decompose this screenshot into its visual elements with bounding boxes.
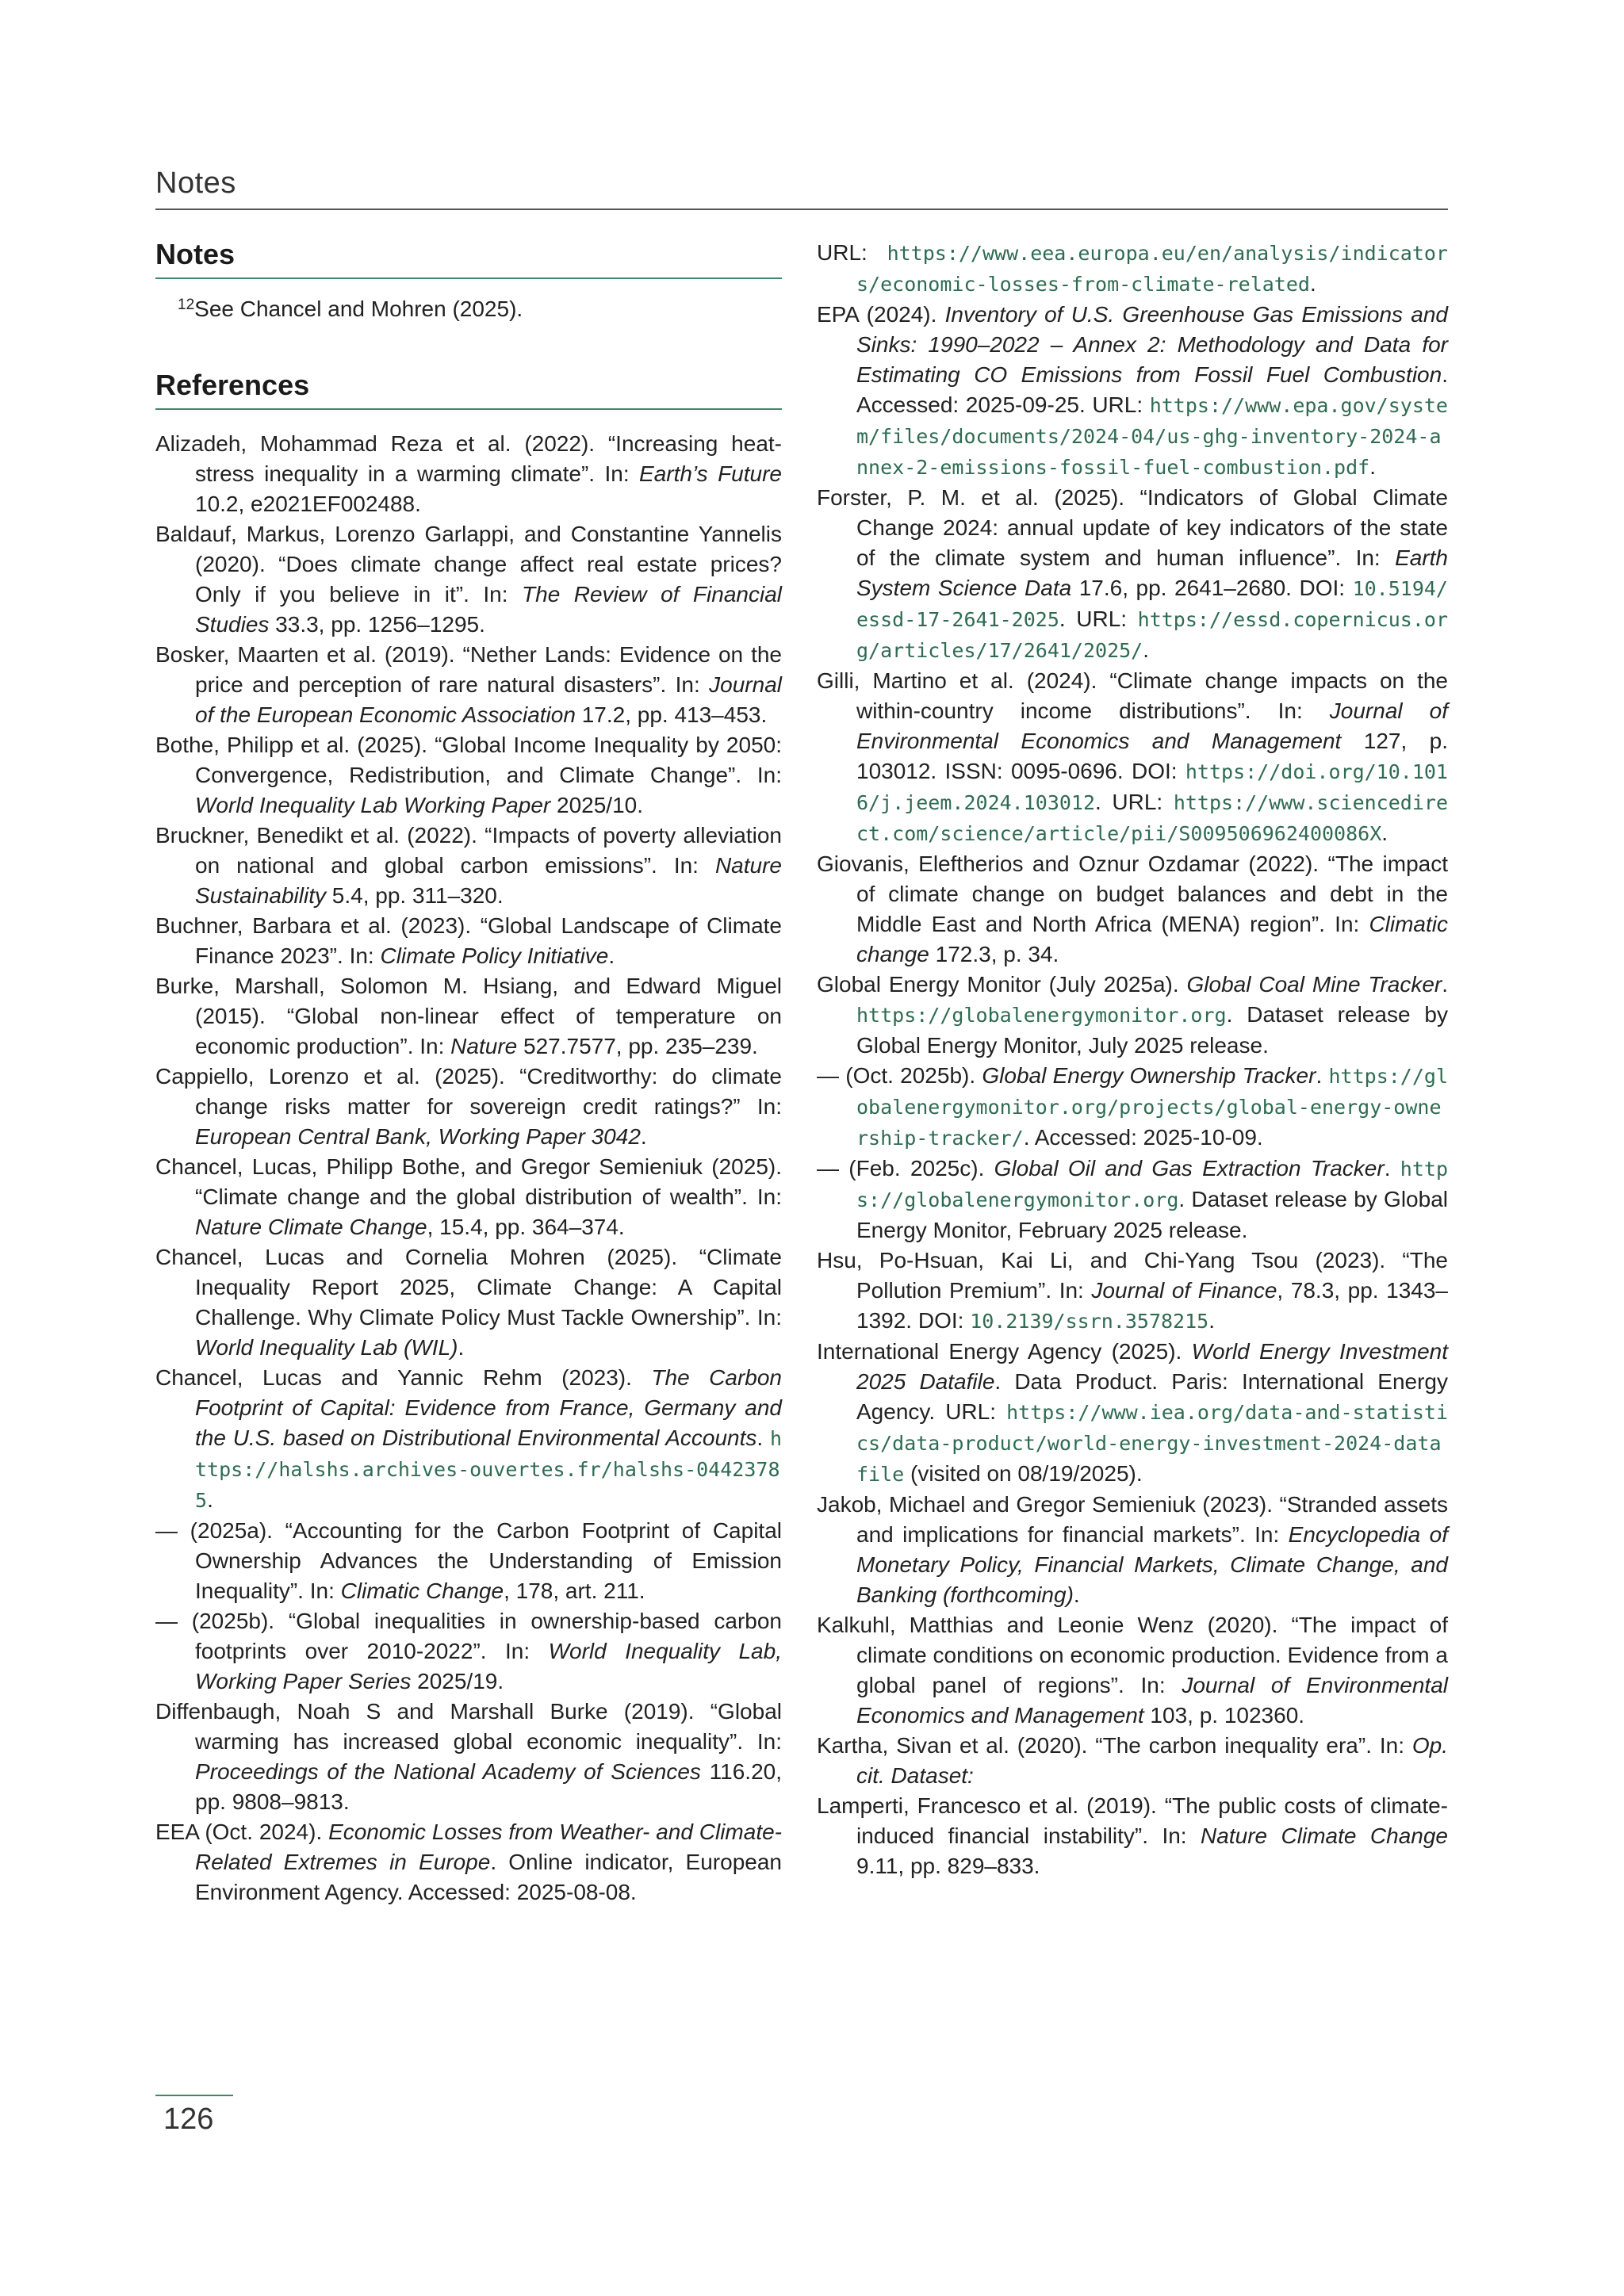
reference-text: .: [1369, 454, 1376, 479]
reference-text: 103, p. 102360.: [1143, 1703, 1305, 1728]
reference-title: The Carbon Footprint of Capital: Evidence from France, Germany and the U.S. based on Distributional Environmental Accounts: [195, 1365, 782, 1450]
footer-rule: [155, 2095, 233, 2096]
reference-link[interactable]: 10.2139/ssrn.3578215: [970, 1310, 1209, 1333]
reference-text: .: [1208, 1308, 1215, 1333]
reference-entry: [155, 911, 782, 971]
reference-text: Chancel, Lucas and Cornelia Mohren (2025). “Climate Inequality Report 2025, Climate Change: A Capital Challenge. Why Climate Policy Must Tackle Ownership”. In:: [155, 1245, 782, 1330]
left-column: [155, 238, 782, 1908]
reference-title: Journal of Environmental Economics and Management: [856, 1673, 1448, 1728]
reference-entry: [155, 1242, 782, 1363]
reference-text: Forster, P. M. et al. (2025). “Indicators of Global Climate Change 2024: annual update of key indicators of the state of the climate system and human influence”. In:: [817, 485, 1448, 570]
reference-entry: [817, 849, 1448, 970]
reference-text: — (2025a). “Accounting for the Carbon Footprint of Capital Ownership Advances the Understanding of Emission Inequality”. In:: [155, 1518, 782, 1603]
reference-link[interactable]: https://globalenergymonitor.org: [856, 1158, 1449, 1211]
reference-text: International Energy Agency (2025).: [817, 1339, 1192, 1364]
reference-text: EPA (2024).: [817, 302, 945, 327]
reference-text: .: [1143, 637, 1150, 662]
reference-text: . Online indicator, European Environment Agency. Accessed: 2025-08-08.: [195, 1850, 782, 1904]
reference-entry: [155, 1363, 782, 1516]
reference-entry: [155, 821, 782, 911]
references-list-right: [817, 238, 1448, 1881]
reference-text: , 15.4, pp. 364–374.: [427, 1215, 625, 1239]
reference-text: Bosker, Maarten et al. (2019). “Nether Lands: Evidence on the price and perception of rare natural disasters”. In:: [155, 642, 782, 697]
reference-text: .: [207, 1487, 213, 1512]
running-head: Notes: [155, 166, 1448, 210]
reference-entry: [817, 1061, 1448, 1154]
reference-title: Journal of Finance: [1091, 1278, 1277, 1303]
reference-entry: [155, 1152, 782, 1242]
reference-text: . URL:: [1095, 790, 1174, 814]
reference-title: Global Coal Mine Tracker: [1186, 972, 1442, 997]
footnote-marker: 12: [178, 297, 195, 313]
reference-link[interactable]: https://www.epa.gov/system/files/documents/2024-04/us-ghg-inventory-2024-annex-2-emissions-fossil-fuel-combustion.pdf: [856, 394, 1448, 479]
page-number: 126: [163, 2103, 214, 2136]
reference-text: 527.7577, pp. 235–239.: [517, 1034, 758, 1058]
reference-title: World Inequality Lab (WIL): [195, 1335, 458, 1360]
reference-entry: [817, 1246, 1448, 1337]
reference-entry: [155, 429, 782, 519]
reference-text: Global Energy Monitor (July 2025a).: [817, 972, 1187, 997]
reference-link[interactable]: https://globalenergymonitor.org/projects/global-energy-ownership-tracker/: [856, 1065, 1448, 1150]
reference-entry: [155, 1697, 782, 1817]
reference-link[interactable]: https://essd.copernicus.org/articles/17/2641/2025/: [856, 608, 1448, 662]
reference-text: (visited on 08/19/2025).: [904, 1461, 1143, 1486]
reference-text: EEA (Oct. 2024).: [155, 1820, 329, 1844]
reference-text: Alizadeh, Mohammad Reza et al. (2022). “Increasing heat-stress inequality in a warming climate”. In:: [155, 431, 782, 486]
reference-text: 2025/19.: [411, 1669, 504, 1693]
reference-title: Nature Climate Change: [1201, 1823, 1448, 1848]
footnote-text: See Chancel and Mohren (2025).: [194, 297, 523, 321]
reference-text: .: [756, 1425, 770, 1450]
reference-entry: [155, 1516, 782, 1606]
reference-text: 5.4, pp. 311–320.: [325, 883, 504, 908]
reference-entry: [817, 238, 1448, 300]
reference-text: Giovanis, Eleftherios and Oznur Ozdamar (2022). “The impact of climate change on budget balances and debt in the Middle East and North Africa (MENA) region”. In:: [817, 851, 1448, 936]
reference-title: Climatic Change: [340, 1578, 504, 1603]
reference-text: .: [608, 943, 615, 968]
reference-text: .: [1073, 1582, 1080, 1607]
reference-link[interactable]: https://doi.org/10.1016/j.jeem.2024.103012: [856, 760, 1448, 814]
reference-text: .: [1442, 972, 1448, 997]
reference-link[interactable]: https://globalenergymonitor.org: [856, 1004, 1227, 1027]
reference-title: Nature Sustainability: [195, 853, 782, 908]
reference-entry: [817, 483, 1448, 666]
reference-title: Encyclopedia of Monetary Policy, Financial Markets, Climate Change, and Banking (forthcoming): [856, 1522, 1448, 1607]
reference-entry: [155, 519, 782, 640]
reference-link[interactable]: https://www.eea.europa.eu/en/analysis/indicators/economic-losses-from-climate-related: [856, 242, 1448, 296]
reference-text: Burke, Marshall, Solomon M. Hsiang, and Edward Miguel (2015). “Global non-linear effect of temperature on economic production”. In:: [155, 974, 782, 1058]
reference-text: Gilli, Martino et al. (2024). “Climate change impacts on the within-country income distributions”. In:: [817, 668, 1448, 723]
reference-entry: [155, 640, 782, 730]
reference-text: .: [458, 1335, 465, 1360]
reference-text: Cappiello, Lorenzo et al. (2025). “Creditworthy: do climate change risks matter for sovereign credit ratings?” In:: [155, 1064, 782, 1119]
reference-text: 10.2, e2021EF002488.: [195, 492, 421, 516]
reference-title: Inventory of U.S. Greenhouse Gas Emissions and Sinks: 1990–2022 – Annex 2: Methodology and Data for Estimating CO Emissions from Fossil Fuel Combustion: [856, 302, 1448, 387]
reference-title: Global Energy Ownership Tracker: [982, 1063, 1316, 1088]
reference-text: .: [1309, 271, 1316, 296]
reference-entry: [817, 1791, 1448, 1881]
reference-text: Buchner, Barbara et al. (2023). “Global Landscape of Climate Finance 2023”. In:: [155, 913, 782, 968]
reference-link[interactable]: https://www.iea.org/data-and-statistics/data-product/world-energy-investment-2024-datafile: [856, 1401, 1448, 1486]
reference-text: — (Oct. 2025b).: [817, 1063, 982, 1088]
reference-text: .: [640, 1124, 647, 1149]
reference-text: 127, p. 103012. ISSN: 0095-0696. DOI:: [856, 729, 1449, 783]
reference-entry: [817, 1490, 1448, 1610]
references-list-left: [155, 429, 782, 1908]
reference-entry: [155, 1606, 782, 1697]
reference-link[interactable]: https://halshs.archives-ouvertes.fr/halshs-04423785: [195, 1427, 783, 1512]
reference-title: Earth’s Future: [639, 461, 782, 486]
reference-entry: [155, 1062, 782, 1152]
reference-text: — (2025b). “Global inequalities in ownership-based carbon footprints over 2010-2022”. In:: [155, 1609, 782, 1663]
reference-text: , 78.3, pp. 1343–1392. DOI:: [856, 1278, 1449, 1333]
reference-text: Kartha, Sivan et al. (2020). “The carbon inequality era”. In:: [817, 1733, 1412, 1758]
reference-entry: [817, 1731, 1448, 1791]
reference-entry: [817, 666, 1448, 849]
reference-title: Nature: [450, 1034, 518, 1058]
reference-text: Chancel, Lucas and Yannic Rehm (2023).: [155, 1365, 652, 1390]
reference-text: 172.3, p. 34.: [929, 942, 1059, 966]
reference-text: . URL:: [1059, 607, 1138, 631]
reference-text: URL:: [817, 240, 887, 265]
reference-title: World Inequality Lab, Working Paper Series: [195, 1639, 782, 1693]
reference-title: World Energy Investment 2025 Datafile: [856, 1339, 1448, 1394]
reference-title: Earth System Science Data: [856, 545, 1448, 600]
reference-entry: [155, 971, 782, 1062]
reference-text: .: [1381, 821, 1388, 845]
reference-text: , 178, art. 211.: [504, 1578, 645, 1603]
reference-text: Chancel, Lucas, Philipp Bothe, and Gregor Semieniuk (2025). “Climate change and the global distribution of wealth”. In:: [155, 1154, 782, 1209]
reference-title: Economic Losses from Weather- and Climate-Related Extremes in Europe: [195, 1820, 782, 1874]
reference-title: World Inequality Lab Working Paper: [195, 793, 551, 817]
reference-link[interactable]: 10.5194/essd-17-2641-2025: [856, 577, 1448, 631]
reference-title: Global Oil and Gas Extraction Tracker: [994, 1156, 1385, 1181]
reference-title: Journal of the European Economic Association: [195, 672, 782, 727]
reference-text: Bothe, Philipp et al. (2025). “Global Income Inequality by 2050: Convergence, Redistribution, and Climate Change”. In:: [155, 733, 782, 787]
reference-text: . Dataset release by Global Energy Monitor, July 2025 release.: [856, 1002, 1448, 1058]
reference-text: . Accessed: 2025-09-25. URL:: [856, 362, 1448, 417]
reference-text: Hsu, Po-Hsuan, Kai Li, and Chi-Yang Tsou (2023). “The Pollution Premium”. In:: [817, 1248, 1448, 1303]
reference-text: — (Feb. 2025c).: [817, 1156, 994, 1181]
reference-entry: [817, 1337, 1448, 1490]
reference-title: Nature Climate Change: [195, 1215, 427, 1239]
reference-text: . Accessed: 2025-10-09.: [1023, 1125, 1263, 1150]
reference-entry: [155, 1817, 782, 1908]
footnote-12: [155, 290, 782, 324]
reference-title: European Central Bank, Working Paper 3042: [195, 1124, 641, 1149]
reference-text: Baldauf, Markus, Lorenzo Garlappi, and Constantine Yannelis (2020). “Does climate change affect real estate prices? Only if you believe in it”. In:: [155, 522, 782, 607]
reference-text: 2025/10.: [550, 793, 643, 817]
reference-title: The Review of Financial Studies: [195, 582, 782, 637]
reference-entry: [155, 730, 782, 821]
reference-text: Bruckner, Benedikt et al. (2022). “Impacts of poverty alleviation on national and global carbon emissions”. In:: [155, 823, 782, 878]
reference-title: Climate Policy Initiative: [380, 943, 609, 968]
reference-title: Op. cit. Dataset:: [856, 1733, 1448, 1788]
reference-title: Journal of Environmental Economics and Management: [856, 698, 1449, 753]
reference-entry: [817, 1154, 1448, 1246]
reference-text: . Data Product. Paris: International Energy Agency. URL:: [856, 1369, 1448, 1424]
reference-text: Kalkuhl, Matthias and Leonie Wenz (2020). “The impact of climate conditions on economic production. Evidence from a global panel of regions”. In:: [817, 1613, 1448, 1697]
references-heading: References: [155, 369, 782, 410]
reference-entry: [817, 1610, 1448, 1731]
reference-text: Diffenbaugh, Noah S and Marshall Burke (2019). “Global warming has increased global economic inequality”. In:: [155, 1699, 782, 1754]
reference-text: 9.11, pp. 829–833.: [856, 1854, 1040, 1878]
reference-text: 17.6, pp. 2641–2680. DOI:: [1071, 576, 1353, 600]
reference-entry: [817, 300, 1448, 483]
reference-text: 116.20, pp. 9808–9813.: [195, 1759, 782, 1814]
reference-link[interactable]: https://www.sciencedirect.com/science/article/pii/S009506962400086X: [856, 791, 1448, 845]
reference-text: 17.2, pp. 413–453.: [575, 702, 768, 727]
notes-heading: Notes: [155, 238, 782, 279]
reference-text: 33.3, pp. 1256–1295.: [269, 612, 485, 637]
reference-text: .: [1316, 1063, 1329, 1088]
reference-title: Climatic change: [856, 912, 1448, 966]
reference-title: Proceedings of the National Academy of Sciences: [195, 1759, 701, 1784]
reference-entry: [817, 970, 1448, 1061]
reference-text: Jakob, Michael and Gregor Semieniuk (2023). “Stranded assets and implications for financial markets”. In:: [817, 1492, 1448, 1547]
reference-text: .: [1384, 1156, 1400, 1181]
reference-text: . Dataset release by Global Energy Monitor, February 2025 release.: [856, 1187, 1448, 1242]
reference-text: Lamperti, Francesco et al. (2019). “The public costs of climate-induced financial instability”. In:: [817, 1793, 1448, 1848]
